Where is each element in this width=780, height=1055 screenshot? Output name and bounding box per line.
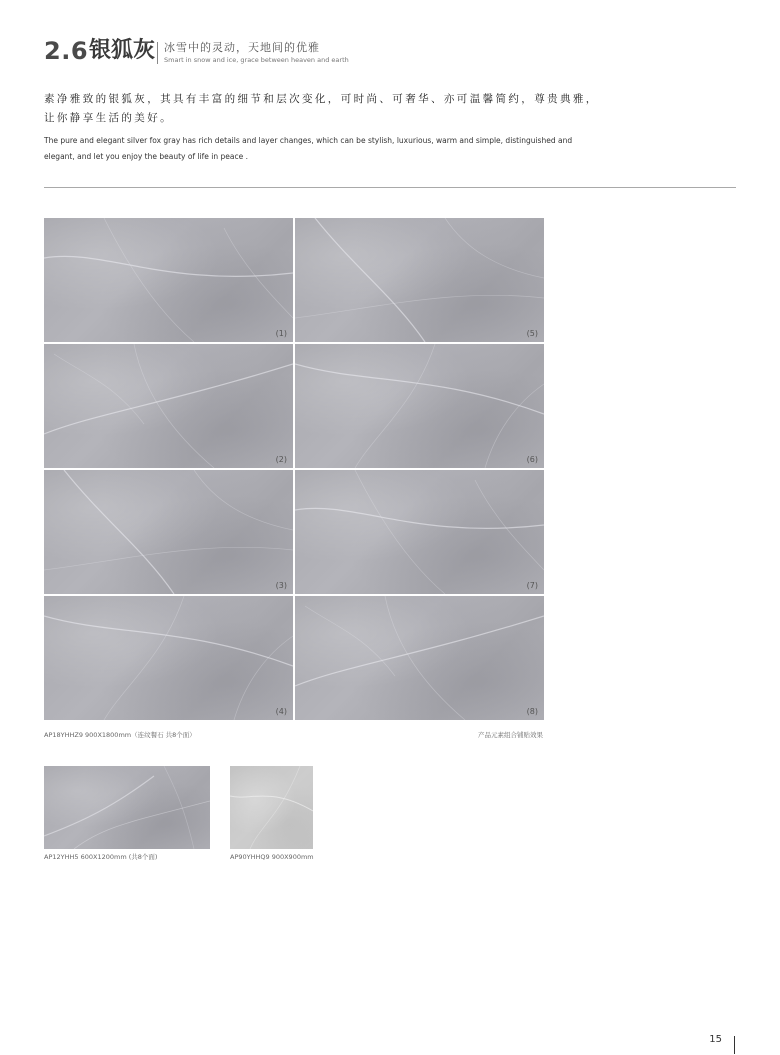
subtitle-cn: 冰雪中的灵动，天地间的优雅 — [164, 41, 320, 54]
marble-veins — [44, 218, 293, 342]
title-divider — [157, 42, 158, 64]
sample-tile-rect — [44, 766, 210, 849]
sample-tile-square — [230, 766, 313, 849]
horizontal-rule — [44, 187, 736, 188]
page-title: 银狐灰 — [89, 38, 156, 63]
description-en-line1: The pure and elegant silver fox gray has rich details and layer changes, which can be stylish, luxurious, warm and simple, distinguished and — [44, 136, 573, 145]
description-cn-line2: 让你静享生活的美好。 — [44, 112, 173, 124]
tile-number-label: (5) — [526, 329, 538, 338]
tile-number-label: (8) — [526, 707, 538, 716]
subtitle-en: Smart in snow and ice, grace between heaven and earth — [164, 56, 349, 64]
grid-caption-right: 产品元素组合铺贴效果 — [478, 731, 543, 739]
tile-number-label: (4) — [275, 707, 287, 716]
tile-number-label: (1) — [275, 329, 287, 338]
section-number: 2.6 — [44, 37, 89, 65]
tile-number-label: (7) — [526, 581, 538, 590]
sample-caption-2: AP90YHHQ9 900X900mm — [230, 853, 314, 861]
marble-veins — [44, 596, 293, 720]
description-cn — [44, 90, 624, 128]
grid-caption-left: AP18YHHZ9 900X1800mm（连纹餐石 共8个面） — [44, 731, 196, 739]
marble-veins — [230, 766, 313, 849]
marble-veins — [44, 470, 293, 594]
tile-number-label: (2) — [275, 455, 287, 464]
marble-veins — [295, 470, 544, 594]
marble-veins — [295, 344, 544, 468]
marble-tile — [44, 596, 293, 720]
description-en — [44, 133, 604, 164]
marble-veins — [44, 766, 210, 849]
marble-veins — [295, 218, 544, 342]
page-number-bar — [734, 1036, 735, 1054]
marble-veins — [295, 596, 544, 720]
tile-number-label: (3) — [275, 581, 287, 590]
marble-tile — [295, 596, 544, 720]
marble-tile — [295, 470, 544, 594]
marble-tile — [44, 218, 293, 342]
marble-veins — [44, 344, 293, 468]
page-number: 15 — [709, 1034, 722, 1045]
marble-tile — [44, 470, 293, 594]
marble-tile — [295, 218, 544, 342]
description-en-line2: elegant, and let you enjoy the beauty of life in peace . — [44, 151, 248, 161]
sample-caption-1: AP12YHH5 600X1200mm (共8个面) — [44, 853, 158, 861]
tile-number-label: (6) — [526, 455, 538, 464]
description-cn-line1: 素净雅致的银狐灰，其具有丰富的细节和层次变化，可时尚、可奢华、亦可温馨简约，尊贵典雅， — [44, 93, 599, 105]
marble-tile — [295, 344, 544, 468]
marble-tile — [44, 344, 293, 468]
